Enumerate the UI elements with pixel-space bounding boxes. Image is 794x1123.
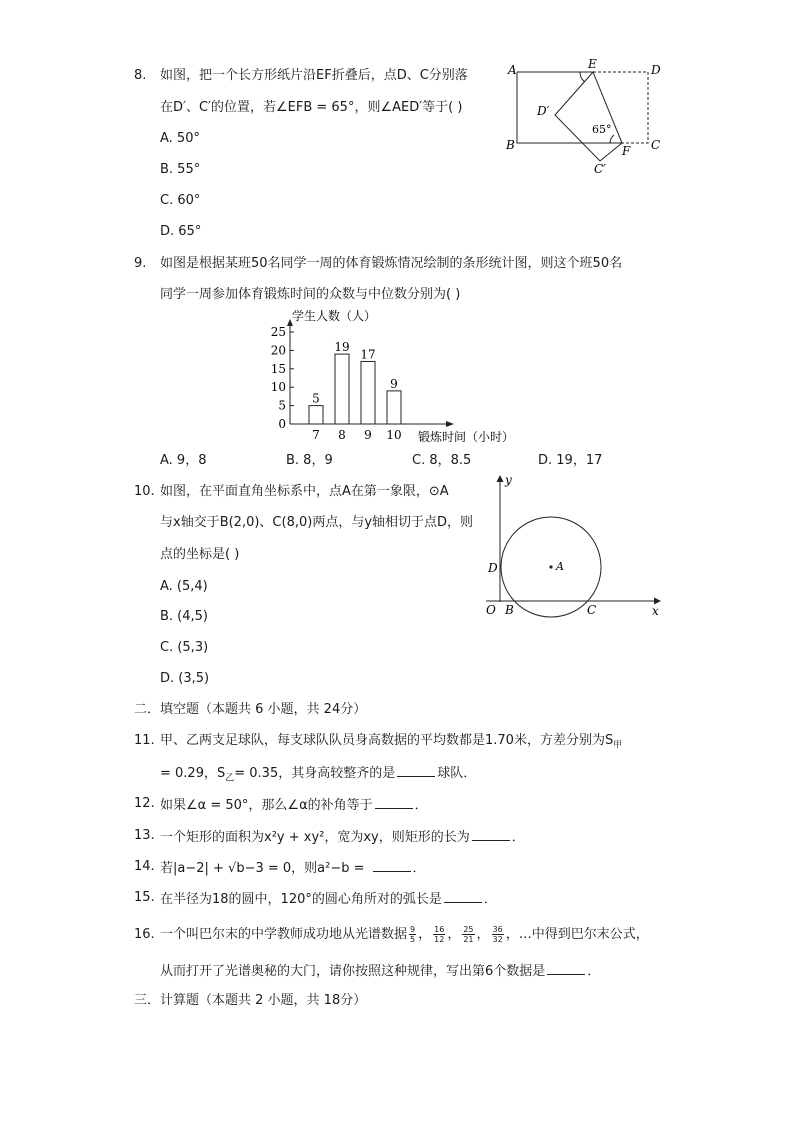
label-b: B <box>505 603 514 617</box>
chart-x-axis-label: 锻炼时间（小时） <box>418 430 515 444</box>
q9-option-c: C. 8，8.5 <box>412 453 472 468</box>
chart-y-tick-label: 5 <box>278 398 286 413</box>
q10-stem-line2: 与x轴交于B(2,0)、C(8,0)两点，与y轴相切于点D，则 <box>160 515 474 530</box>
q14-answer-blank[interactable] <box>373 857 411 872</box>
label-c-prime: C′ <box>594 162 606 176</box>
chart-bar-value-label: 19 <box>334 340 350 355</box>
label-e: E <box>588 57 597 71</box>
chart-x-tick-label: 8 <box>338 428 346 442</box>
q8-option-a: A. 50° <box>160 131 200 146</box>
chart-bar <box>387 391 401 424</box>
q14-end: ． <box>412 861 426 876</box>
chart-y-axis-label: 学生人数（人） <box>292 309 377 323</box>
label-d: D <box>488 561 498 575</box>
section2-heading: 二．填空题（本题共 6 小题，共 24分） <box>134 702 367 717</box>
chart-x-tick-label: 10 <box>386 428 402 442</box>
q10-option-b: B. (4,5) <box>160 609 209 624</box>
label-b: B <box>506 138 515 152</box>
q12-answer-blank[interactable] <box>375 794 413 809</box>
q8-fold-figure <box>500 55 670 180</box>
q16-frac-1: $\frac{9}{5}$ <box>410 925 416 944</box>
q10-circle-figure <box>478 470 668 620</box>
q9-option-d: D. 19，17 <box>538 453 603 468</box>
q11-text4: 球队． <box>437 766 477 781</box>
q15-text: 在半径为18的圆中，120°的圆心角所对的弧长是 <box>160 892 442 907</box>
q11-answer-blank[interactable] <box>397 762 435 777</box>
angle-efb-mark <box>610 135 614 143</box>
label-a: A <box>508 63 517 77</box>
q13-line <box>160 826 525 848</box>
q10-option-a: A. (5,4) <box>160 579 208 594</box>
chart-bar <box>335 354 349 424</box>
chart-bar-value-label: 17 <box>360 347 376 362</box>
q8-option-b: B. 55° <box>160 162 201 177</box>
q16-line2 <box>160 960 600 982</box>
q10-number: 10. <box>134 484 155 499</box>
label-o: O <box>486 603 496 617</box>
label-f: F <box>622 144 631 158</box>
q11-sub1: 甲 <box>613 740 623 751</box>
angle-aed-mark <box>580 72 585 82</box>
q13-number: 13. <box>134 828 155 843</box>
q8-stem-line2: 在D′、C′的位置，若∠EFB = 65°，则∠AED′等于( ) <box>160 100 463 115</box>
chart-bar-value-label: 5 <box>312 391 320 406</box>
label-d-prime: D′ <box>537 104 550 118</box>
chart-y-tick-label: 10 <box>270 380 286 395</box>
q12-end: ． <box>414 798 428 813</box>
q12-text: 如果∠α = 50°，那么∠α的补角等于 <box>160 798 373 813</box>
q16-number: 16. <box>134 927 155 942</box>
q16-frac-3: $\frac{25}{21}$ <box>463 925 474 944</box>
chart-y-tick-label: 15 <box>270 361 286 376</box>
label-y: y <box>505 473 512 487</box>
q9-bar-chart <box>262 302 552 452</box>
label-c: C <box>651 138 661 152</box>
q14-line <box>160 857 426 879</box>
chart-x-tick-label: 7 <box>312 428 320 442</box>
q15-end: ． <box>483 892 497 907</box>
q9-number: 9. <box>134 256 147 271</box>
q12-number: 12. <box>134 796 155 811</box>
center-point-a <box>549 565 552 568</box>
label-a: A <box>556 560 564 573</box>
label-c: C <box>587 603 597 617</box>
q11-sub2: 乙 <box>225 773 235 784</box>
q8-stem-line1: 如图，把一个长方形纸片沿EF折叠后，点D、C分别落 <box>160 68 468 83</box>
q11-line1 <box>160 731 622 756</box>
q10-option-d: D. (3,5) <box>160 671 210 686</box>
q11-number: 11. <box>134 733 155 748</box>
q10-stem-line3: 点的坐标是( ) <box>160 547 240 562</box>
q9-option-a: A. 9，8 <box>160 453 207 468</box>
q14-text: 若|a−2| + √b−3 = 0，则a²−b = <box>160 861 365 876</box>
q15-number: 15. <box>134 890 155 905</box>
q13-text: 一个矩形的面积为x²y + xy²，宽为xy，则矩形的长为 <box>160 830 470 845</box>
q12-line <box>160 794 428 816</box>
chart-bar-value-label: 9 <box>390 376 398 391</box>
q16-frac-2: $\frac{16}{12}$ <box>434 925 445 944</box>
q11-text1: 甲、乙两支足球队，每支球队队员身高数据的平均数都是1.70米，方差分别为S <box>160 733 614 748</box>
chart-x-tick-label: 9 <box>364 428 372 442</box>
q9-stem-line1: 如图是根据某班50名同学一周的体育锻炼情况绘制的条形统计图，则这个班50名 <box>160 256 623 271</box>
q10-option-c: C. (5,3) <box>160 640 209 655</box>
q15-answer-blank[interactable] <box>444 888 482 903</box>
q10-stem-line1: 如图，在平面直角坐标系中，点A在第一象限，⊙A <box>160 484 449 499</box>
q8-option-c: C. 60° <box>160 193 201 208</box>
folded-piece <box>555 72 622 161</box>
q8-option-d: D. 65° <box>160 224 202 239</box>
q9-option-b: B. 8，9 <box>286 453 333 468</box>
q11-line2 <box>160 762 476 789</box>
q16-text2: …中得到巴尔末公式， <box>518 927 649 942</box>
chart-x-arrow <box>446 421 454 427</box>
chart-y-tick-label: 20 <box>270 343 286 358</box>
q8-number: 8. <box>134 68 147 83</box>
chart-bar <box>309 406 323 424</box>
q13-end: ． <box>511 830 525 845</box>
q16-answer-blank[interactable] <box>547 960 585 975</box>
label-d: D <box>651 63 661 77</box>
angle-label: 65° <box>592 123 612 136</box>
q16-frac-4: $\frac{36}{32}$ <box>492 925 503 944</box>
section3-heading: 三．计算题（本题共 2 小题，共 18分） <box>134 993 367 1008</box>
q13-answer-blank[interactable] <box>472 826 510 841</box>
q11-text2: = 0.29，S <box>160 766 226 781</box>
label-x: x <box>652 604 659 618</box>
chart-y-tick-label: 25 <box>270 325 286 339</box>
chart-y-tick-label: 0 <box>278 417 286 431</box>
q14-number: 14. <box>134 859 155 874</box>
q11-text3: = 0.35，其身高较整齐的是 <box>234 766 396 781</box>
q16-end: ． <box>587 964 601 979</box>
q16-text1: 一个叫巴尔末的中学教师成功地从光谱数据 <box>160 927 408 942</box>
q16-line1: 一个叫巴尔末的中学教师成功地从光谱数据 $\frac{9}{5}$ ， $\frac{16}{12}$ ， $\frac{25}{21}$ ， $\frac{36}{32}$ ，…中得到巴尔末公式， <box>160 925 649 944</box>
chart-bar <box>361 361 375 424</box>
q9-stem-line2: 同学一周参加体育锻炼时间的众数与中位数分别为( ) <box>160 287 461 302</box>
q15-line <box>160 888 497 910</box>
q16-text3: 从而打开了光谱奥秘的大门，请你按照这种规律，写出第6个数据是 <box>160 964 546 979</box>
